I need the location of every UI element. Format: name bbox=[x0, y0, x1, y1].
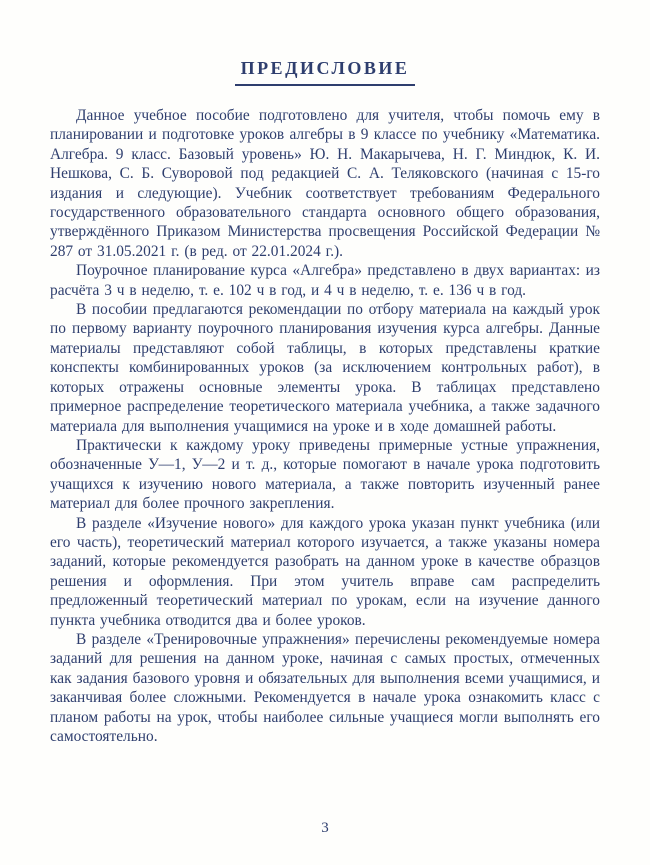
page-title-wrap bbox=[50, 58, 600, 86]
paragraph: В разделе «Изучение нового» для каждого урока указан пункт учебника (или его часть), теоретический материал которого изучается, а также указаны номера заданий, которые рекомендуется разобрать на данном уроке в качестве образцов решения и оформления. При этом учитель вправе сам распределить предложенный теоретический материал по урокам, если на изучение данного пункта учебника отводится два и более уроков. bbox=[50, 514, 600, 629]
paragraph: Практически к каждому уроку приведены примерные устные упражнения, обозначенные У—1, У—2 и т. д., которые помогают в начале урока подготовить учащихся к изучению нового материала, а также повторить изученный ранее материал для более прочного закрепления. bbox=[50, 436, 600, 513]
paragraph: Данное учебное пособие подготовлено для учителя, чтобы помочь ему в планировании и подготовке уроков алгебры в 9 классе по учебнику «Математика. Алгебра. 9 класс. Базовый уровень» Ю. Н. Макарычева, Н. Г. Миндюк, К. И. Нешкова, С. Б. Суворовой под редакцией С. А. Теляковского (начиная с 15-го издания и следующие). Учебник соответствует требованиям Федерального государственного образовательного стандарта основного общего образования, утверждённого Приказом Министерства просвещения Российской Федерации № 287 от 31.05.2021 г. (в ред. от 22.01.2024 г.). bbox=[50, 107, 600, 260]
paragraph: В пособии предлагаются рекомендации по отбору материала на каждый урок по первому варианту поурочного планирования изучения курса алгебры. Данные материалы представляют собой таблицы, в которых представлены краткие конспекты комбинированных уроков (за исключением контрольных работ), в которых отражены основные элементы урока. В таблицах представлено примерное распределение теоретического материала учебника, а также задачного материала для выполнения учащимися на уроке и в ходе домашней работы. bbox=[50, 301, 600, 435]
paragraph: Поурочное планирование курса «Алгебра» представлено в двух вариантах: из расчёта 3 ч в неделю, т. е. 102 ч в год, и 4 ч в неделю, т. е. 136 ч в год. bbox=[50, 262, 600, 299]
preface-body bbox=[50, 106, 600, 746]
page-number: 3 bbox=[321, 820, 329, 836]
page-title: ПРЕДИСЛОВИЕ bbox=[235, 58, 416, 86]
paragraph: В разделе «Тренировочные упражнения» перечислены рекомендуемые номера заданий для решения на данном уроке, начиная с самых простых, отмеченных как задания базового уровня и обязательных для выполнения всеми учащимися, и заканчивая более сложными. Рекомендуется в начале урока ознакомить класс с планом работы на урок, чтобы наиболее сильные учащиеся могли выполнять его самостоятельно. bbox=[50, 630, 600, 745]
